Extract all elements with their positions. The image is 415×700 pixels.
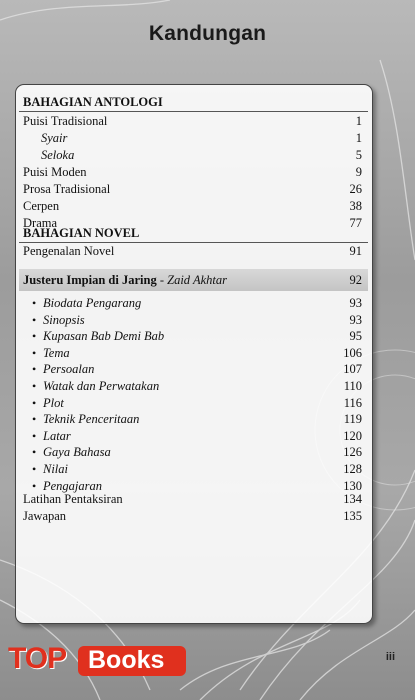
entry-label: Biodata Pengarang	[43, 296, 142, 310]
entry-label: Syair	[41, 131, 68, 145]
bullet-icon: •	[32, 412, 37, 427]
entry-label: Latar	[43, 428, 71, 443]
entry-label: Persoalan	[43, 362, 95, 377]
toc-subentry[interactable]	[16, 361, 372, 378]
entry-page: 9	[355, 165, 362, 179]
entry-label: Watak dan Perwatakan	[43, 379, 160, 393]
entry-page: 126	[343, 445, 362, 460]
bullet-icon: •	[32, 395, 37, 410]
entry-page: 110	[343, 379, 362, 393]
entry-page: 1	[355, 114, 362, 128]
bullet-icon: •	[32, 428, 37, 443]
toc-subentry[interactable]	[16, 444, 372, 461]
entry-label: Jawapan	[23, 509, 67, 523]
toc-entry[interactable]	[16, 147, 372, 164]
entry-label: Latihan Pentaksiran	[23, 492, 123, 506]
page-number: iii	[385, 651, 395, 663]
toc-heading-antologi	[16, 94, 372, 111]
toc-entry[interactable]	[16, 508, 372, 525]
bullet-icon: •	[32, 296, 37, 310]
entry-page: 95	[349, 329, 362, 344]
entry-page: 93	[349, 296, 362, 310]
toc-entry-novel-title[interactable]	[16, 272, 372, 289]
entry-label: Tema	[43, 345, 70, 360]
toc-entry[interactable]	[16, 198, 372, 215]
novel-title-line	[23, 272, 227, 289]
toc-entry[interactable]	[16, 164, 372, 181]
section-heading: BAHAGIAN ANTOLOGI	[23, 95, 163, 109]
entry-label: Sinopsis	[43, 312, 85, 327]
entry-label: Prosa Tradisional	[23, 182, 111, 196]
entry-label: Seloka	[41, 148, 75, 162]
entry-label: Pengenalan Novel	[23, 244, 115, 258]
logo-top-text: TOP	[8, 642, 67, 675]
toc-entry[interactable]	[16, 113, 372, 130]
bullet-icon: •	[32, 345, 37, 360]
bullet-icon: •	[32, 329, 37, 344]
novel-author: - Zaid Akhtar	[156, 273, 227, 287]
entry-page: 116	[343, 395, 362, 410]
entry-page: 107	[343, 362, 362, 377]
table-of-contents-panel	[15, 84, 373, 624]
toc-entry[interactable]	[16, 243, 372, 260]
entry-page: 26	[349, 182, 362, 196]
logo-books-text: Books	[88, 646, 165, 674]
entry-page: 38	[349, 199, 362, 213]
entry-page: 93	[349, 312, 362, 327]
toc-entry[interactable]	[16, 491, 372, 508]
topbooks-logo	[4, 640, 194, 680]
toc-subentry[interactable]	[16, 345, 372, 362]
entry-page: 134	[343, 492, 362, 506]
toc-heading-novel	[16, 225, 372, 242]
bullet-icon: •	[32, 379, 37, 393]
bullet-icon: •	[32, 462, 37, 476]
bullet-icon: •	[32, 362, 37, 377]
entry-label: Kupasan Bab Demi Bab	[43, 329, 165, 344]
entry-page: 1	[355, 131, 362, 145]
toc-subentry[interactable]	[16, 378, 372, 395]
entry-page: 135	[343, 509, 362, 523]
entry-page: 120	[343, 428, 362, 443]
section-heading: BAHAGIAN NOVEL	[23, 226, 140, 240]
entry-page: 5	[355, 148, 362, 162]
toc-subentry[interactable]	[16, 328, 372, 345]
entry-page: 92	[349, 273, 362, 287]
novel-title: Justeru Impian di Jaring	[23, 273, 157, 287]
entry-page: 130	[343, 478, 362, 493]
entry-label: Gaya Bahasa	[43, 445, 111, 460]
toc-subentry[interactable]	[16, 295, 372, 312]
entry-label: Cerpen	[23, 199, 60, 213]
entry-label: Plot	[43, 395, 64, 410]
toc-subentry[interactable]	[16, 395, 372, 412]
page-title: Kandungan	[148, 22, 267, 45]
entry-label: Drama	[23, 216, 58, 230]
entry-label: Nilai	[43, 462, 69, 476]
bullet-icon: •	[32, 478, 37, 493]
entry-page: 106	[343, 345, 362, 360]
entry-label: Pengajaran	[43, 478, 103, 493]
toc-subentry[interactable]	[16, 428, 372, 445]
entry-label: Puisi Tradisional	[23, 114, 108, 128]
bullet-icon: •	[32, 312, 37, 327]
bullet-icon: •	[32, 445, 37, 460]
entry-label: Puisi Moden	[23, 165, 87, 179]
toc-entry[interactable]	[16, 130, 372, 147]
toc-entry[interactable]	[16, 181, 372, 198]
entry-label: Teknik Penceritaan	[43, 412, 140, 427]
divider	[19, 111, 368, 112]
entry-page: 91	[349, 244, 362, 258]
entry-page: 77	[349, 216, 362, 230]
toc-subentry[interactable]	[16, 411, 372, 428]
toc-subentry[interactable]	[16, 312, 372, 329]
entry-page: 128	[343, 462, 362, 476]
entry-page: 119	[343, 412, 362, 427]
toc-subentry[interactable]	[16, 461, 372, 478]
